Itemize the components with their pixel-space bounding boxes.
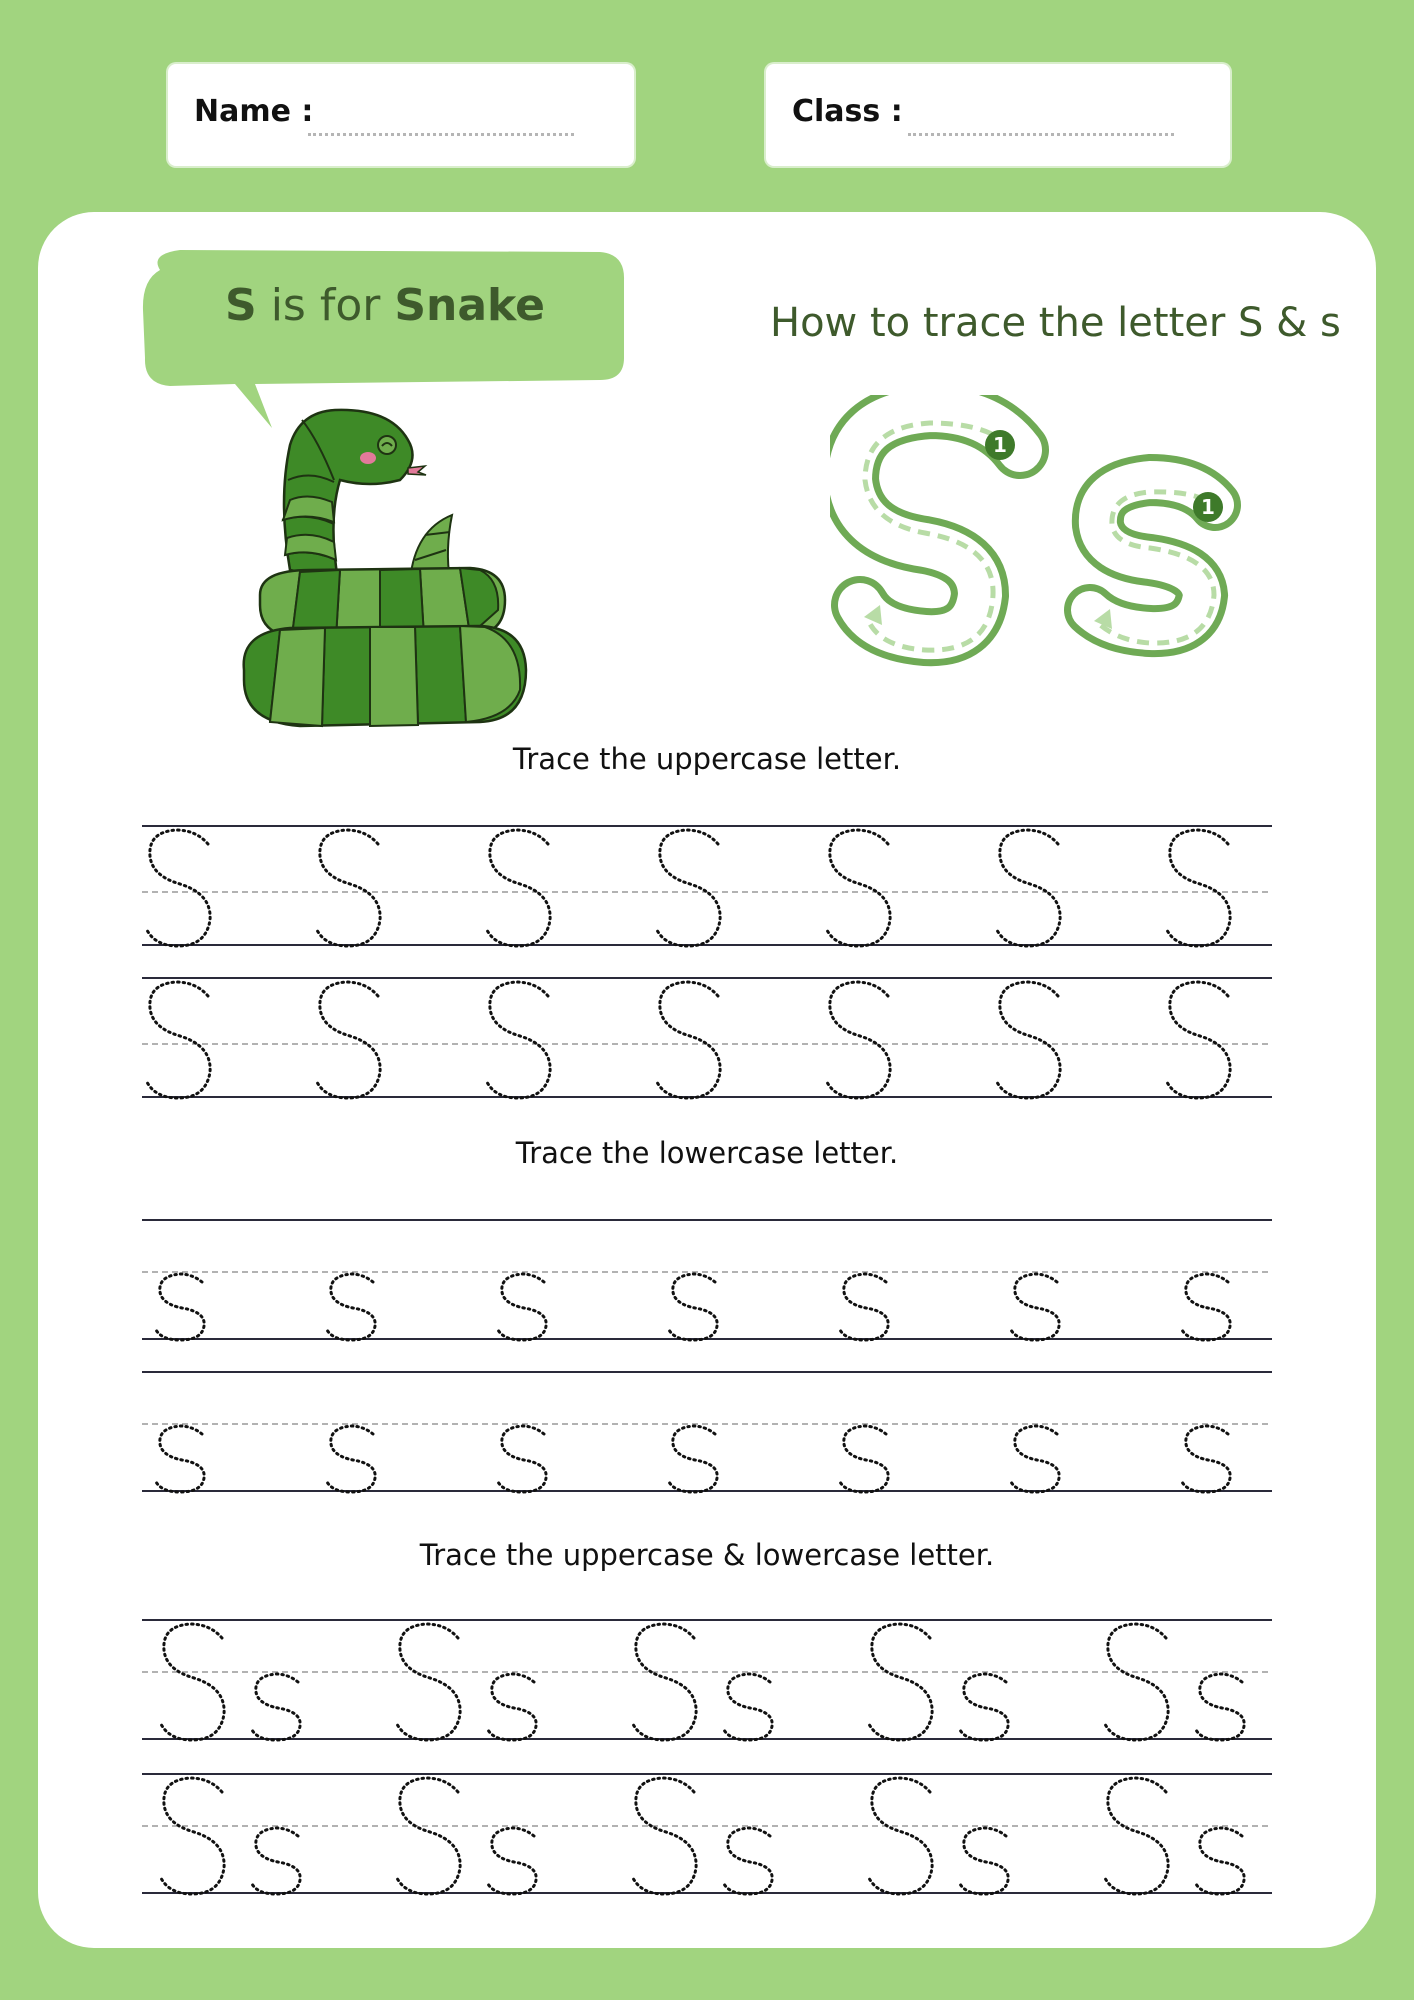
lowercase-trace-glyph[interactable] xyxy=(1196,1828,1244,1894)
instruction-uppercase: Trace the uppercase letter. xyxy=(512,742,902,776)
lowercase-trace-glyph[interactable] xyxy=(498,1426,546,1492)
uppercase-trace-glyph[interactable] xyxy=(1166,982,1230,1098)
uppercase-trace-glyph[interactable] xyxy=(316,982,380,1098)
lowercase-trace-glyph[interactable] xyxy=(1196,1674,1244,1740)
instruction-mixed: Trace the uppercase & lowercase letter. xyxy=(419,1538,995,1572)
lowercase-trace-glyph[interactable] xyxy=(1182,1426,1230,1492)
uppercase-trace-glyph[interactable] xyxy=(996,982,1060,1098)
uppercase-trace-glyph[interactable] xyxy=(1166,830,1230,946)
lowercase-trace-glyph[interactable] xyxy=(327,1426,375,1492)
uppercase-trace-glyph[interactable] xyxy=(396,1624,460,1740)
lowercase-trace-glyph[interactable] xyxy=(669,1274,717,1340)
lowercase-trace-glyph[interactable] xyxy=(724,1674,772,1740)
uppercase-trace-glyph[interactable] xyxy=(1104,1624,1168,1740)
uppercase-trace-glyph[interactable] xyxy=(632,1624,696,1740)
uppercase-trace-glyph[interactable] xyxy=(868,1624,932,1740)
lowercase-trace-glyph[interactable] xyxy=(840,1426,888,1492)
uppercase-trace-glyph[interactable] xyxy=(146,830,210,946)
lowercase-trace-glyph[interactable] xyxy=(252,1674,300,1740)
lowercase-trace-glyph[interactable] xyxy=(488,1828,536,1894)
uppercase-trace-glyph[interactable] xyxy=(656,830,720,946)
uppercase-trace-glyph[interactable] xyxy=(826,830,890,946)
uppercase-trace-glyph[interactable] xyxy=(316,830,380,946)
uppercase-trace-glyph[interactable] xyxy=(868,1778,932,1894)
uppercase-trace-glyph[interactable] xyxy=(656,982,720,1098)
lowercase-trace-glyph[interactable] xyxy=(156,1274,204,1340)
bubble-word: Snake xyxy=(394,280,545,331)
lowercase-trace-glyph[interactable] xyxy=(488,1674,536,1740)
lowercase-trace-glyph[interactable] xyxy=(498,1274,546,1340)
step-badge-lower: 1 xyxy=(1201,495,1215,519)
uppercase-trace-glyph[interactable] xyxy=(996,830,1060,946)
uppercase-trace-glyph[interactable] xyxy=(632,1778,696,1894)
lowercase-trace-glyph[interactable] xyxy=(1011,1426,1059,1492)
uppercase-trace-glyph[interactable] xyxy=(146,982,210,1098)
name-label: Name : xyxy=(194,94,314,129)
instruction-lowercase: Trace the lowercase letter. xyxy=(515,1136,899,1170)
uppercase-trace-glyph[interactable] xyxy=(826,982,890,1098)
uppercase-trace-glyph[interactable] xyxy=(396,1778,460,1894)
uppercase-trace-glyph[interactable] xyxy=(160,1778,224,1894)
bubble-letter: S xyxy=(225,280,257,331)
lowercase-trace-glyph[interactable] xyxy=(960,1828,1008,1894)
lowercase-trace-glyph[interactable] xyxy=(252,1828,300,1894)
lowercase-trace-glyph[interactable] xyxy=(156,1426,204,1492)
lowercase-trace-glyph[interactable] xyxy=(1182,1274,1230,1340)
howto-title: How to trace the letter S & s xyxy=(770,300,1341,346)
uppercase-trace-glyph[interactable] xyxy=(486,982,550,1098)
lowercase-trace-glyph[interactable] xyxy=(327,1274,375,1340)
uppercase-trace-glyph[interactable] xyxy=(1104,1778,1168,1894)
lowercase-trace-glyph[interactable] xyxy=(1011,1274,1059,1340)
uppercase-trace-glyph[interactable] xyxy=(486,830,550,946)
step-badge-upper: 1 xyxy=(993,433,1007,457)
lowercase-trace-glyph[interactable] xyxy=(724,1828,772,1894)
lowercase-trace-glyph[interactable] xyxy=(669,1426,717,1492)
lowercase-trace-glyph[interactable] xyxy=(840,1274,888,1340)
bubble-connector: is for xyxy=(270,280,381,331)
class-label: Class : xyxy=(792,94,903,129)
uppercase-trace-glyph[interactable] xyxy=(160,1624,224,1740)
lowercase-trace-glyph[interactable] xyxy=(960,1674,1008,1740)
